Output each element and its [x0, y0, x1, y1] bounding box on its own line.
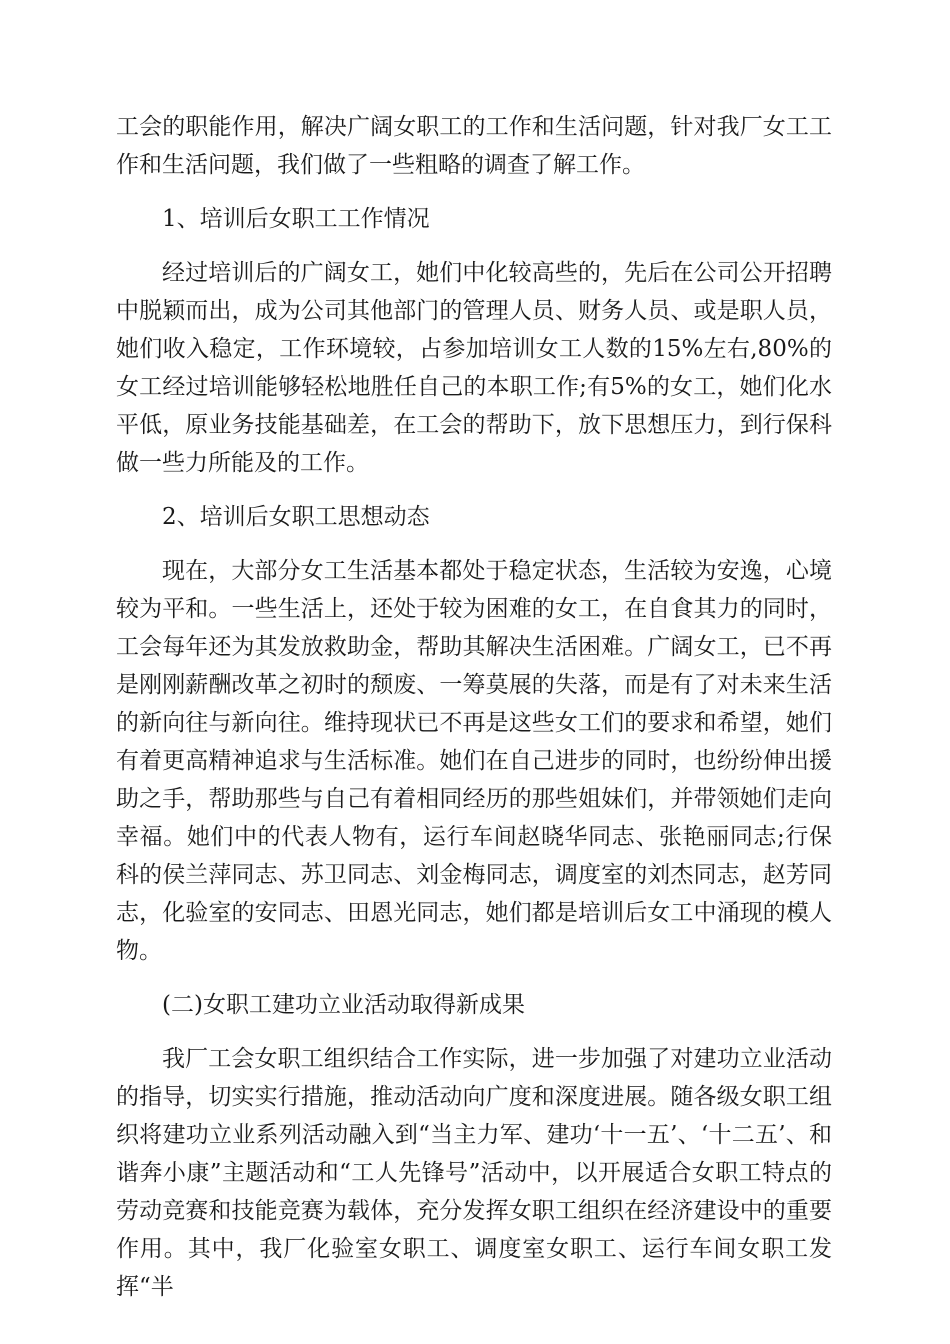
- section-heading-thought-trends: 2、培训后女职工思想动态: [162, 504, 430, 530]
- paragraph-intro-continued: 工会的职能作用，解决广阔女职工的工作和生活问题，针对我厂女工工作和生活问题，我们做了一些粗略的调查了解工作。: [116, 114, 832, 178]
- section-heading-achievements: (二)女职工建功立业活动取得新成果: [162, 992, 525, 1018]
- paragraph-thought-trends: 现在，大部分女工生活基本都处于稳定状态，生活较为安逸，心境较为平和。一些生活上，还处于较为困难的女工，在自食其力的同时，工会每年还为其发放救助金，帮助其解决生活困难。广阔女工，已不再是刚刚薪酬改革之初时的颓废、一筹莫展的失落，而是有了对未来生活的新向往与新向往。维持现状已不再是这些女工们的要求和希望，她们有着更高精神追求与生活标准。她们在自己进步的同时，也纷纷伸出援助之手，帮助那些与自己有着相同经历的那些姐妹们，并带领她们走向幸福。她们中的代表人物有，运行车间赵晓华同志、张艳丽同志;行保科的侯兰萍同志、苏卫同志、刘金梅同志，调度室的刘杰同志，赵芳同志，化验室的安同志、田恩光同志，她们都是培训后女工中涌现的模人物。: [116, 558, 832, 964]
- section-heading-work-status: 1、培训后女职工工作情况: [162, 206, 430, 232]
- document-body: [116, 108, 832, 1322]
- paragraph-achievements: 我厂工会女职工组织结合工作实际，进一步加强了对建功立业活动的指导，切实实行措施，推动活动向广度和深度进展。随各级女职工组织将建功立业系列活动融入到“当主力军、建功‘十一五’、‘十二五’、和谐奔小康”主题活动和“工人先锋号”活动中，以开展适合女职工特点的劳动竞赛和技能竞赛为载体，充分发挥女职工组织在经济建设中的重要作用。其中，我厂化验室女职工、调度室女职工、运行车间女职工发挥“半: [116, 1046, 832, 1300]
- paragraph-work-status: 经过培训后的广阔女工，她们中化较高些的，先后在公司公开招聘中脱颖而出，成为公司其他部门的管理人员、财务人员、或是职人员，她们收入稳定，工作环境较，占参加培训女工人数的15%左右,80%的女工经过培训能够轻松地胜任自己的本职工作;有5%的女工，她们化水平低，原业务技能基础差，在工会的帮助下，放下思想压力，到行保科做一些力所能及的工作。: [116, 260, 832, 476]
